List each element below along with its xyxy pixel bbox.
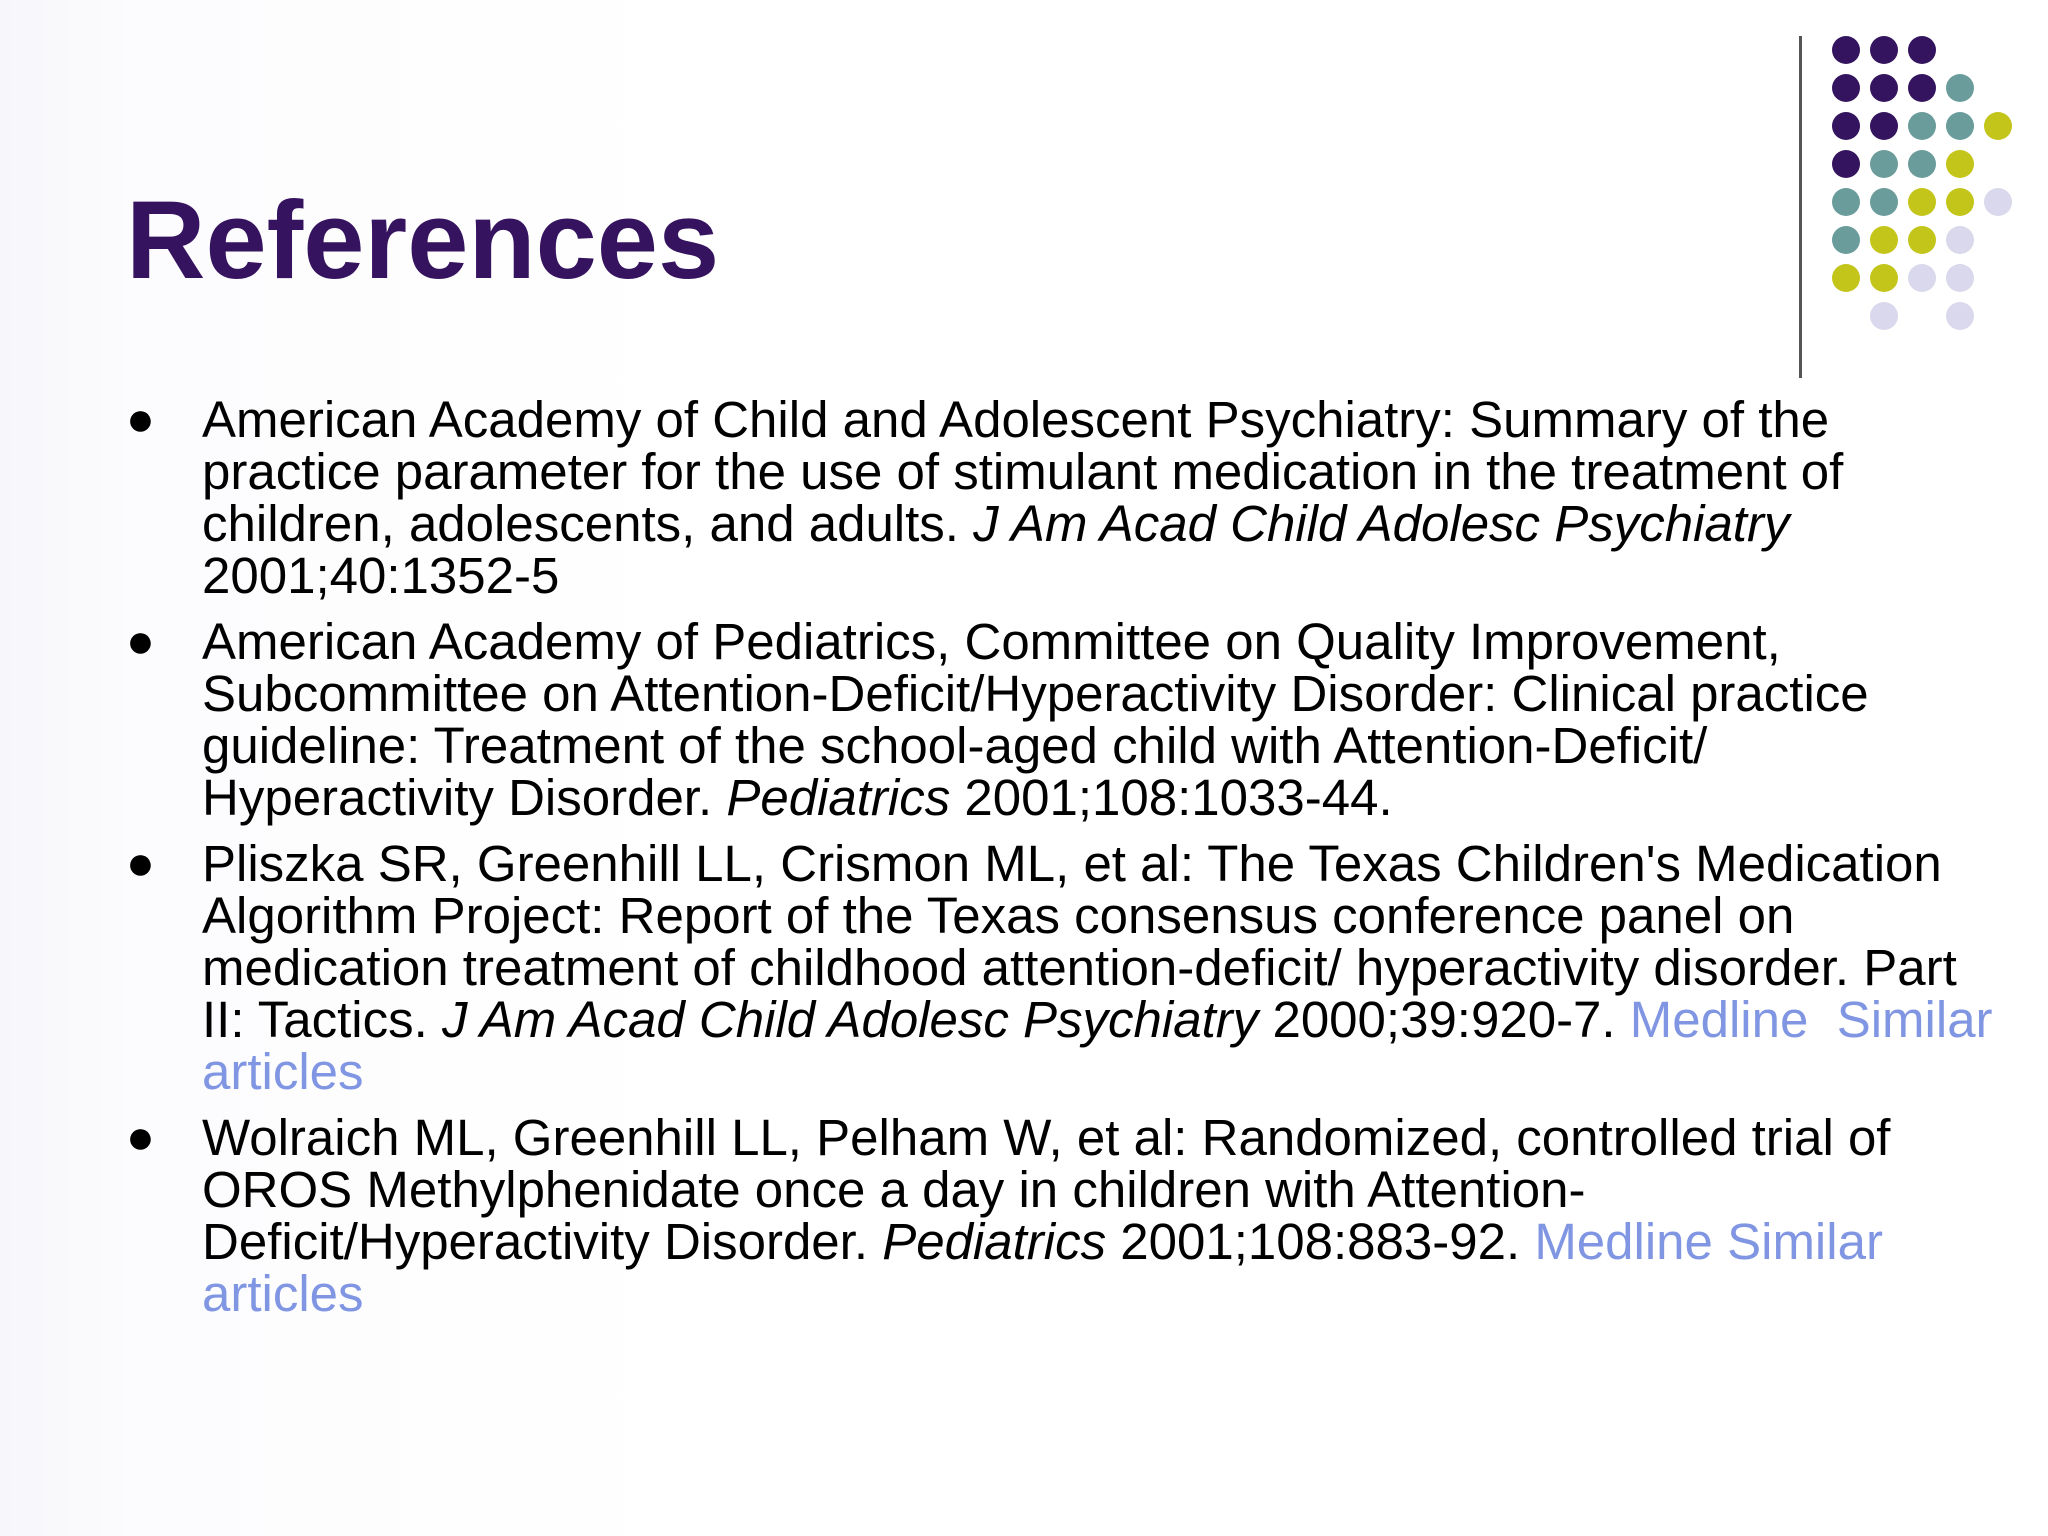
decor-dot bbox=[1908, 188, 1936, 216]
decor-dot bbox=[1870, 112, 1898, 140]
decor-dot bbox=[1984, 188, 2012, 216]
bullet-icon: ● bbox=[126, 615, 155, 668]
decor-dot bbox=[1908, 112, 1936, 140]
reference-list bbox=[122, 391, 2002, 1334]
vertical-divider bbox=[1799, 36, 1802, 378]
decor-dot bbox=[1832, 36, 1860, 64]
bullet-icon: ● bbox=[126, 393, 155, 446]
decor-dot bbox=[1832, 188, 1860, 216]
decor-dot bbox=[1870, 36, 1898, 64]
decor-dot bbox=[1832, 226, 1860, 254]
reference-citation: 2001;40:1352-5 bbox=[202, 547, 560, 604]
decor-dot bbox=[1832, 112, 1860, 140]
decor-dot bbox=[1908, 74, 1936, 102]
decor-dot bbox=[1832, 264, 1860, 292]
similar-articles-link[interactable]: Similar articles bbox=[202, 1213, 1883, 1322]
decor-dot bbox=[1984, 112, 2012, 140]
decor-dot bbox=[1870, 264, 1898, 292]
journal-title: J Am Acad Child Adolesc Psychiatry bbox=[973, 495, 1790, 552]
reference-item bbox=[122, 613, 2002, 826]
decorative-dot-grid bbox=[1830, 30, 2030, 340]
decor-dot bbox=[1946, 74, 1974, 102]
decor-dot bbox=[1870, 74, 1898, 102]
decor-dot bbox=[1946, 302, 1974, 330]
reference-text: Wolraich ML, Greenhill LL, Pelham W, et al: Randomized, controlled trial of OROS Methylphenidate once a day in children with Attention-Deficit/Hyperactivity Disorder. bbox=[202, 1109, 1891, 1270]
reference-text: American Academy of Pediatrics, Committee on Quality Improvement, Subcommittee on Attention-Deficit/Hyperactivity Disorder: Clinical practice guideline: Treatment of the school-aged child with Attention-Deficit/ Hyperactivity Disorder. bbox=[202, 613, 1869, 826]
slide-title: References bbox=[126, 179, 720, 302]
reference-text: American Academy of Child and Adolescent Psychiatry: Summary of the practice parameter for the use of stimulant medication in the treatment of children, adolescents, and adults. bbox=[202, 391, 1844, 552]
decor-dot bbox=[1870, 188, 1898, 216]
decor-dot bbox=[1908, 36, 1936, 64]
decor-dot bbox=[1832, 150, 1860, 178]
decor-dot bbox=[1946, 188, 1974, 216]
medline-link[interactable]: Medline bbox=[1534, 1213, 1713, 1270]
bullet-icon: ● bbox=[126, 1111, 155, 1164]
decor-dot bbox=[1870, 150, 1898, 178]
decor-dot bbox=[1908, 226, 1936, 254]
decor-dot bbox=[1870, 226, 1898, 254]
reference-citation: 2000;39:920-7. bbox=[1258, 991, 1630, 1048]
journal-title: Pediatrics bbox=[882, 1213, 1107, 1270]
decor-dot bbox=[1908, 264, 1936, 292]
similar-articles-link[interactable]: Similar articles bbox=[202, 991, 1993, 1100]
journal-title: J Am Acad Child Adolesc Psychiatry bbox=[441, 991, 1259, 1048]
bullet-icon: ● bbox=[126, 837, 155, 890]
decor-dot bbox=[1908, 150, 1936, 178]
medline-link[interactable]: Medline bbox=[1629, 991, 1809, 1048]
reference-item bbox=[122, 391, 2002, 604]
decor-dot bbox=[1946, 112, 1974, 140]
reference-citation: 2001;108:883-92. bbox=[1106, 1213, 1535, 1270]
decor-dot bbox=[1946, 264, 1974, 292]
decor-dot bbox=[1832, 74, 1860, 102]
reference-item bbox=[122, 1109, 2002, 1322]
journal-title: Pediatrics bbox=[726, 769, 951, 826]
reference-item bbox=[122, 835, 2002, 1100]
decor-dot bbox=[1870, 302, 1898, 330]
decor-dot bbox=[1946, 150, 1974, 178]
reference-text: Pliszka SR, Greenhill LL, Crismon ML, et al: The Texas Children's Medication Algorithm Project: Report of the Texas consensus conference panel on medication treatment of childhood attention-deficit/ hyperactivity disorder. Part II: Tactics. bbox=[202, 835, 1957, 1048]
reference-citation: 2001;108:1033-44. bbox=[950, 769, 1393, 826]
decor-dot bbox=[1946, 226, 1974, 254]
